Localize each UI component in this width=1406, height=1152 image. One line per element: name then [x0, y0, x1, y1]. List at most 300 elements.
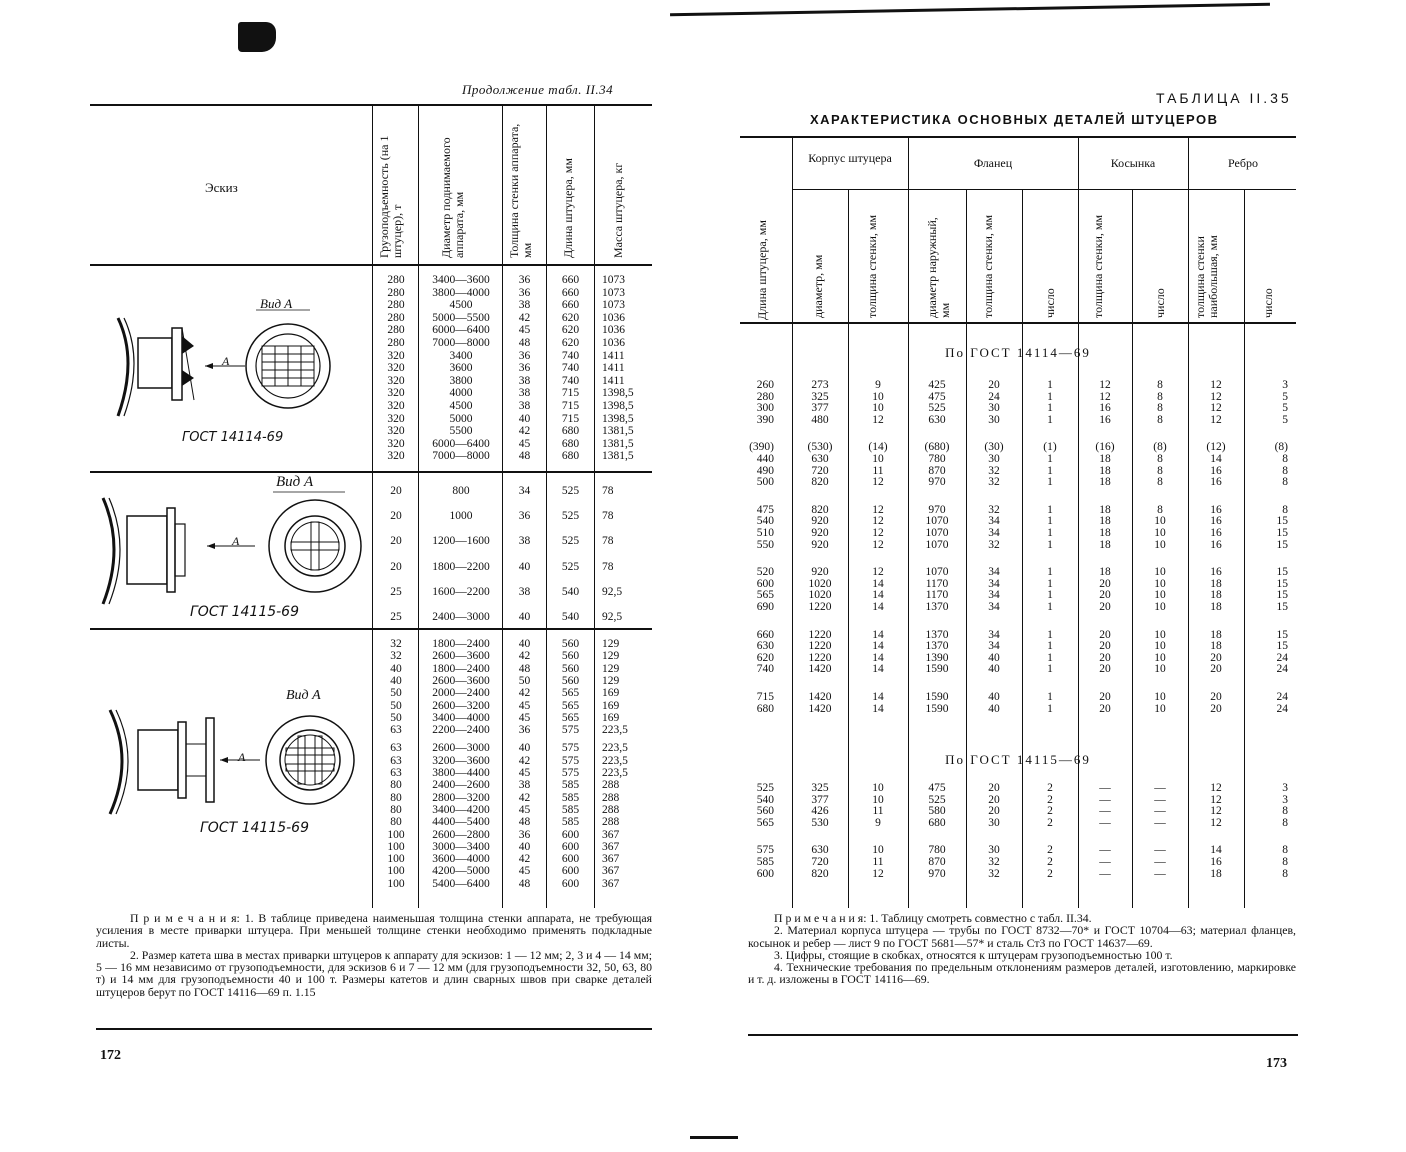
- cell-load: 100: [387, 865, 405, 878]
- cell-length: 525: [561, 560, 580, 573]
- cell-flange-count: 1: [1047, 464, 1053, 477]
- cell-load: 63: [390, 724, 402, 737]
- cell-wall: 40: [518, 742, 531, 755]
- cell-rib-count: 5: [1282, 413, 1288, 426]
- cell-flange-count: 1: [1047, 601, 1053, 613]
- cell-wall: 45: [518, 324, 531, 337]
- cell-mass: 169: [602, 699, 620, 712]
- cell-length: 475: [756, 503, 774, 516]
- cell-wall: 36: [518, 286, 531, 299]
- table-caption: Продолжение табл. II.34: [462, 82, 614, 97]
- cell-mass: 1381,5: [602, 437, 634, 450]
- cell-load: 80: [390, 791, 402, 804]
- cell-rib-wall: 20: [1210, 702, 1222, 715]
- header-bottom-rule: [90, 264, 652, 266]
- cell-diameter: 630: [811, 844, 829, 857]
- cell-length: 280: [756, 390, 774, 403]
- cell-flange-count: 2: [1047, 844, 1053, 857]
- cell-diameter: 800: [452, 485, 470, 497]
- cell-mass: 288: [602, 803, 620, 816]
- col-line: [372, 104, 373, 908]
- cell-rib-wall: 12: [1210, 816, 1222, 829]
- cell-body-wall: 12: [872, 867, 884, 880]
- cell-load: 320: [387, 362, 405, 375]
- cell-gusset-wall: 12: [1099, 390, 1111, 403]
- cell-diameter: 920: [811, 515, 829, 528]
- cell-outer-diameter: 870: [928, 856, 946, 868]
- cell-body-wall: 10: [872, 782, 884, 794]
- cell-length: 680: [561, 425, 580, 438]
- cell-gusset-count: 8: [1157, 464, 1163, 477]
- cell-load: 25: [390, 611, 402, 623]
- cell-wall: 38: [518, 535, 531, 548]
- cell-rib-wall: 16: [1210, 856, 1222, 868]
- cell-body-wall: 14: [872, 702, 884, 715]
- cell-mass: 367: [602, 828, 620, 841]
- cell-flange-wall: 34: [988, 589, 1000, 602]
- cell-mass: 1073: [602, 286, 625, 299]
- cell-outer-diameter: 580: [928, 805, 946, 818]
- cell-wall: 45: [518, 711, 531, 724]
- cell-mass: 367: [602, 865, 620, 878]
- cell-wall: 36: [518, 724, 531, 737]
- cell-flange-wall: 34: [988, 515, 1000, 528]
- cell-mass: 92,5: [602, 585, 623, 598]
- cell-diameter: 3400—4000: [432, 711, 490, 724]
- cell-diameter: 3800: [449, 374, 473, 387]
- cell-gusset-wall: 20: [1099, 640, 1111, 653]
- cell-gusset-count: 8: [1157, 503, 1163, 516]
- cell-length: 540: [756, 515, 774, 528]
- cell-diameter: 426: [811, 805, 829, 818]
- sketch-1-drawing: [110, 290, 370, 430]
- cell-gusset-count: —: [1154, 844, 1166, 857]
- cell-rib-wall: 18: [1210, 867, 1222, 880]
- cell-load: 100: [387, 828, 405, 841]
- cell-rib-count: 5: [1282, 402, 1288, 415]
- cell-wall: 38: [518, 299, 531, 312]
- cell-mass: 1398,5: [602, 412, 634, 425]
- cell-gusset-wall: 18: [1099, 503, 1111, 516]
- cell-flange-count: 2: [1047, 782, 1053, 794]
- cell-length: 660: [561, 286, 580, 299]
- cell-outer-diameter: 525: [928, 793, 946, 806]
- cell-flange-wall: 20: [988, 782, 1000, 794]
- cell-length: 600: [561, 840, 580, 853]
- cell-body-wall: 14: [872, 651, 884, 664]
- cell-wall: 38: [518, 374, 531, 387]
- cell-rib-wall: 12: [1210, 413, 1222, 426]
- cell-flange-count: 1: [1047, 527, 1053, 539]
- cell-mass: 367: [602, 877, 620, 890]
- cell-wall: 45: [518, 767, 531, 779]
- cell-flange-count: 1: [1047, 476, 1053, 489]
- cell-gusset-wall: —: [1099, 844, 1111, 857]
- cell-body-wall: 11: [872, 805, 884, 818]
- cell-rib-wall: 12: [1210, 805, 1222, 818]
- table-title: ХАРАКТЕРИСТИКА ОСНОВНЫХ ДЕТАЛЕЙ ШТУЦЕРОВ: [810, 112, 1219, 127]
- cell-mass: 1411: [602, 374, 625, 387]
- cell-mass: 367: [602, 853, 620, 866]
- cell-gusset-count: 10: [1154, 589, 1166, 602]
- cell-wall: 38: [518, 779, 531, 792]
- cell-body-wall: 10: [872, 402, 884, 415]
- cell-flange-count: 1: [1047, 538, 1053, 551]
- cell-rib-count: 3: [1282, 379, 1288, 391]
- cell-wall: 36: [518, 828, 531, 841]
- sketch-divider-2: [90, 628, 652, 630]
- cell-flange-count: 1: [1047, 453, 1053, 465]
- cell-outer-diameter: 1590: [925, 702, 949, 715]
- cell-length: 520: [756, 566, 774, 579]
- cell-diameter: 6000—6400: [432, 437, 490, 450]
- cell-flange-count: 1: [1047, 577, 1053, 590]
- cell-load: 280: [387, 337, 405, 349]
- cell-mass: 78: [602, 535, 614, 548]
- cell-mass: 1398,5: [602, 387, 634, 400]
- cell-length: 600: [561, 877, 580, 890]
- cell-outer-diameter: 1170: [925, 589, 949, 602]
- cell-diameter: 6000—6400: [432, 324, 490, 337]
- cell-gusset-count: 10: [1154, 691, 1166, 703]
- cell-diameter: 1420: [808, 663, 832, 676]
- cell-diameter: 3400—4200: [432, 803, 490, 816]
- cell-rib-wall: 16: [1210, 503, 1222, 516]
- cell-diameter: 325: [811, 390, 829, 403]
- cell-rib-wall: 16: [1210, 476, 1222, 489]
- cell-gusset-wall: —: [1099, 816, 1111, 829]
- cell-flange-count: 1: [1047, 566, 1053, 579]
- cell-rib-count: 15: [1276, 515, 1288, 528]
- cell-flange-wall: 40: [988, 651, 1000, 664]
- cell-wall: 36: [518, 510, 531, 523]
- cell-gusset-wall: 18: [1099, 453, 1111, 465]
- cell-body-wall: 10: [872, 390, 884, 403]
- cell-length: 600: [561, 865, 580, 878]
- header-rib-count: число: [1261, 288, 1275, 318]
- cell-wall: 48: [518, 877, 531, 890]
- cell-load: 320: [387, 374, 405, 387]
- cell-outer-diameter: 970: [928, 476, 946, 489]
- cell-diameter: 4200—5000: [432, 865, 490, 878]
- sketch-1-gost: ГОСТ 14114-69: [182, 430, 284, 445]
- cell-length: 510: [756, 527, 774, 539]
- right-note-4: 4. Технические требования по предельным отклонениям размеров деталей, изготовлению, маркировке и т. д. изложены в ГОСТ 14116—69.: [748, 960, 1296, 987]
- cell-wall: 48: [518, 662, 531, 675]
- cell-rib-count: 8: [1282, 816, 1288, 829]
- cell-mass: 288: [602, 816, 620, 829]
- cell-load: 320: [387, 450, 405, 463]
- cell-gusset-wall: 12: [1099, 379, 1111, 391]
- cell-gusset-wall: 20: [1099, 577, 1111, 590]
- cell-body-wall: 14: [872, 589, 884, 602]
- cell-wall: 48: [518, 816, 531, 829]
- cell-length: 540: [561, 611, 580, 623]
- cell-rib-count: 8: [1282, 453, 1288, 465]
- cell-diameter: 7000—8000: [432, 337, 490, 349]
- cell-gusset-count: 10: [1154, 577, 1166, 590]
- cell-length: 715: [561, 387, 580, 400]
- cell-gusset-wall: (16): [1095, 441, 1115, 454]
- cell-gusset-count: 10: [1154, 628, 1166, 641]
- cell-diameter: 5000—5500: [432, 311, 490, 324]
- cell-length: 680: [561, 450, 580, 463]
- cell-rib-count: 3: [1282, 793, 1288, 806]
- cell-body-wall: 11: [872, 464, 884, 477]
- cell-diameter: 3200—3600: [432, 754, 490, 767]
- cell-length: 540: [756, 793, 774, 806]
- cell-diameter: 1220: [808, 640, 832, 653]
- left-page: [0, 0, 700, 1152]
- cell-length: 660: [561, 274, 580, 286]
- cell-rib-wall: 18: [1210, 628, 1222, 641]
- cell-load: 80: [390, 816, 402, 829]
- cell-outer-diameter: 1070: [925, 527, 949, 539]
- cell-gusset-count: 10: [1154, 702, 1166, 715]
- cell-length: 740: [561, 374, 580, 387]
- cell-load: 63: [390, 754, 402, 767]
- cell-mass: 1411: [602, 362, 625, 375]
- cell-gusset-count: 10: [1154, 651, 1166, 664]
- cell-diameter: 1800—2200: [432, 560, 490, 573]
- cell-flange-wall: (30): [984, 441, 1004, 454]
- cell-diameter: 325: [811, 782, 829, 794]
- cell-flange-wall: 32: [988, 538, 1000, 551]
- cell-body-wall: 12: [872, 566, 884, 579]
- cell-length: 690: [756, 601, 774, 613]
- cell-rib-count: 8: [1282, 503, 1288, 516]
- cell-rib-count: 3: [1282, 782, 1288, 794]
- cell-rib-count: 15: [1276, 601, 1288, 613]
- cell-diameter: 1020: [808, 577, 832, 590]
- cell-wall: 42: [518, 791, 531, 804]
- cell-diameter: 5500: [449, 425, 473, 438]
- cell-load: 320: [387, 412, 405, 425]
- cell-body-wall: 12: [872, 476, 884, 489]
- cell-length: 500: [756, 476, 774, 489]
- cell-gusset-wall: 18: [1099, 527, 1111, 539]
- cell-length: 575: [561, 767, 580, 779]
- cell-length: 680: [561, 437, 580, 450]
- scan-streak: [670, 3, 1270, 16]
- cell-rib-count: 15: [1276, 628, 1288, 641]
- sketch-3-arrow-label: А: [238, 750, 246, 764]
- cell-load: 100: [387, 877, 405, 890]
- cell-gusset-count: 8: [1157, 390, 1163, 403]
- cell-flange-count: (1): [1043, 441, 1057, 454]
- cell-flange-wall: 20: [988, 805, 1000, 818]
- cell-mass: 169: [602, 687, 620, 700]
- cell-length: 525: [561, 510, 580, 523]
- cell-mass: 1398,5: [602, 400, 634, 412]
- cell-diameter: 7000—8000: [432, 450, 490, 463]
- sketch-3-drawing: [100, 700, 370, 830]
- cell-gusset-count: 10: [1154, 601, 1166, 613]
- cell-flange-count: 1: [1047, 390, 1053, 403]
- cell-outer-diameter: 970: [928, 867, 946, 880]
- cell-flange-wall: 34: [988, 577, 1000, 590]
- cell-diameter: 3000—3400: [432, 840, 490, 853]
- cell-diameter: 3800—4000: [432, 286, 490, 299]
- cell-rib-count: 24: [1276, 651, 1288, 664]
- cell-rib-count: 15: [1276, 527, 1288, 539]
- cell-gusset-wall: 16: [1099, 413, 1111, 426]
- cell-rib-wall: 12: [1210, 782, 1222, 794]
- cell-outer-diameter: 1070: [925, 538, 949, 551]
- cell-wall: 34: [518, 485, 531, 497]
- cell-length: 575: [756, 844, 774, 857]
- cell-flange-wall: 34: [988, 601, 1000, 613]
- cell-length: 560: [561, 638, 580, 650]
- cell-length: 260: [756, 379, 774, 391]
- cell-body-wall: 14: [872, 691, 884, 703]
- cell-rib-count: 15: [1276, 566, 1288, 579]
- cell-gusset-count: 10: [1154, 566, 1166, 579]
- cell-rib-wall: 16: [1210, 538, 1222, 551]
- cell-diameter: 720: [811, 856, 829, 868]
- cell-diameter: 4000: [449, 387, 473, 400]
- cell-load: 32: [390, 638, 402, 650]
- cell-length: 440: [756, 453, 774, 465]
- cell-wall: 42: [518, 687, 531, 700]
- cell-length: 585: [561, 791, 580, 804]
- cell-rib-wall: 18: [1210, 601, 1222, 613]
- cell-diameter: 820: [811, 503, 829, 516]
- cell-body-wall: 14: [872, 628, 884, 641]
- cell-rib-count: 8: [1282, 844, 1288, 857]
- header-diameter: диаметр, мм: [811, 254, 825, 318]
- cell-rib-wall: 16: [1210, 464, 1222, 477]
- cell-load: 50: [390, 699, 402, 712]
- header-wall: Толщина стенки аппарата, мм: [507, 123, 534, 258]
- cell-length: 715: [561, 412, 580, 425]
- cell-gusset-wall: 20: [1099, 702, 1111, 715]
- left-note-2: 2. Размер катета шва в местах приварки штуцеров к аппарату для эскизов: 1 — 12 мм; 2, 3 и 4 — 14 мм; 5 — 16 мм независимо от грузоподъемности, для эскизов 6 и 7 — 12 мм (для грузоподъемности 32, 50, 63, 80 т) и 14 мм для грузоподъемности 40 и 100 т. Размеры катетов и длин сварных швов при сварке деталей штуцеров берут по ГОСТ 14116—69 п. 1.15: [96, 947, 652, 999]
- header-mass: Масса штуцера, кг: [611, 162, 625, 258]
- cell-flange-count: 1: [1047, 589, 1053, 602]
- cell-flange-wall: 40: [988, 663, 1000, 676]
- cell-body-wall: 12: [872, 413, 884, 426]
- cell-diameter: 2600—3200: [432, 699, 490, 712]
- cell-gusset-count: —: [1154, 867, 1166, 880]
- header-body: Корпус штуцера: [808, 151, 892, 165]
- cell-outer-diameter: 1590: [925, 691, 949, 703]
- cell-diameter: 3600—4000: [432, 853, 490, 866]
- cell-load: 20: [390, 510, 402, 523]
- cell-rib-count: 8: [1282, 476, 1288, 489]
- cell-body-wall: 14: [872, 601, 884, 613]
- cell-mass: 129: [602, 638, 620, 650]
- cell-gusset-wall: —: [1099, 856, 1111, 868]
- cell-diameter: 2600—3000: [432, 742, 490, 755]
- cell-load: 80: [390, 779, 402, 792]
- cell-mass: 223,5: [602, 724, 628, 737]
- header-flange-wall: толщина стенки, мм: [981, 214, 995, 318]
- cell-rib-count: 15: [1276, 577, 1288, 590]
- sketch-3-view-label: Вид А: [286, 688, 321, 703]
- cell-wall: 38: [518, 585, 531, 598]
- cell-gusset-count: —: [1154, 805, 1166, 818]
- cell-gusset-wall: 18: [1099, 538, 1111, 551]
- cell-length: 540: [561, 585, 580, 598]
- cell-gusset-count: 10: [1154, 527, 1166, 539]
- cell-wall: 45: [518, 437, 531, 450]
- cell-wall: 40: [518, 412, 531, 425]
- cell-wall: 42: [518, 311, 531, 324]
- cell-rib-wall: 16: [1210, 566, 1222, 579]
- cell-rib-count: 15: [1276, 538, 1288, 551]
- cell-wall: 36: [518, 349, 531, 362]
- cell-mass: 288: [602, 779, 620, 792]
- cell-load: 50: [390, 711, 402, 724]
- cell-diameter: 3800—4400: [432, 767, 490, 779]
- cell-diameter: 1220: [808, 601, 832, 613]
- header-body-wall: толщина стенки, мм: [865, 214, 879, 318]
- cell-outer-diameter: 1390: [925, 651, 949, 664]
- cell-mass: 78: [602, 510, 614, 523]
- cell-rib-wall: 12: [1210, 379, 1222, 391]
- cell-load: 320: [387, 437, 405, 450]
- cell-rib-count: (8): [1274, 441, 1288, 454]
- cell-outer-diameter: 475: [928, 782, 946, 794]
- cell-flange-wall: 32: [988, 464, 1000, 477]
- right-note-3: 3. Цифры, стоящие в скобках, относятся к штуцерам грузоподъемностью 100 т.: [774, 947, 1173, 962]
- cell-diameter: 820: [811, 476, 829, 489]
- cell-gusset-count: 10: [1154, 663, 1166, 676]
- cell-flange-count: 2: [1047, 856, 1053, 868]
- cell-flange-wall: 32: [988, 476, 1000, 489]
- cell-diameter: 720: [811, 464, 829, 477]
- sketch-2-drawing: [95, 478, 365, 618]
- cell-flange-count: 1: [1047, 691, 1053, 703]
- cell-rib-wall: (12): [1206, 441, 1226, 454]
- cell-outer-diameter: 1590: [925, 663, 949, 676]
- cell-load: 320: [387, 349, 405, 362]
- cell-load: 100: [387, 853, 405, 866]
- cell-flange-count: 1: [1047, 379, 1053, 391]
- cell-diameter: 1000: [449, 510, 473, 523]
- cell-body-wall: 12: [872, 527, 884, 539]
- cell-gusset-wall: —: [1099, 793, 1111, 806]
- cell-wall: 36: [518, 274, 531, 286]
- header-length: Длина штуцера, мм: [755, 220, 769, 320]
- cell-flange-count: 1: [1047, 651, 1053, 664]
- cell-mass: 223,5: [602, 767, 628, 779]
- cell-diameter: 3400—3600: [432, 274, 490, 286]
- cell-diameter: 2800—3200: [432, 791, 490, 804]
- cell-rib-count: 24: [1276, 691, 1288, 703]
- cell-rib-wall: 14: [1210, 453, 1222, 465]
- cell-body-wall: (14): [868, 441, 888, 454]
- cell-length: 600: [561, 828, 580, 841]
- cell-outer-diameter: 870: [928, 464, 946, 477]
- scan-blot: [238, 22, 276, 52]
- cell-gusset-wall: 18: [1099, 476, 1111, 489]
- sketch-3-gost: ГОСТ 14115-69: [200, 820, 309, 836]
- cell-length: 560: [561, 674, 580, 687]
- cell-length: 585: [561, 816, 580, 829]
- cell-length: 565: [756, 589, 774, 602]
- cell-rib-wall: 16: [1210, 527, 1222, 539]
- cell-diameter: 1420: [808, 691, 832, 703]
- cell-mass: 367: [602, 840, 620, 853]
- cell-flange-wall: 20: [988, 793, 1000, 806]
- cell-gusset-wall: 18: [1099, 566, 1111, 579]
- sketch-2-arrow-label: А: [232, 534, 240, 548]
- cell-diameter: 2200—2400: [432, 724, 490, 737]
- cell-outer-diameter: 475: [928, 390, 946, 403]
- cell-diameter: 1020: [808, 589, 832, 602]
